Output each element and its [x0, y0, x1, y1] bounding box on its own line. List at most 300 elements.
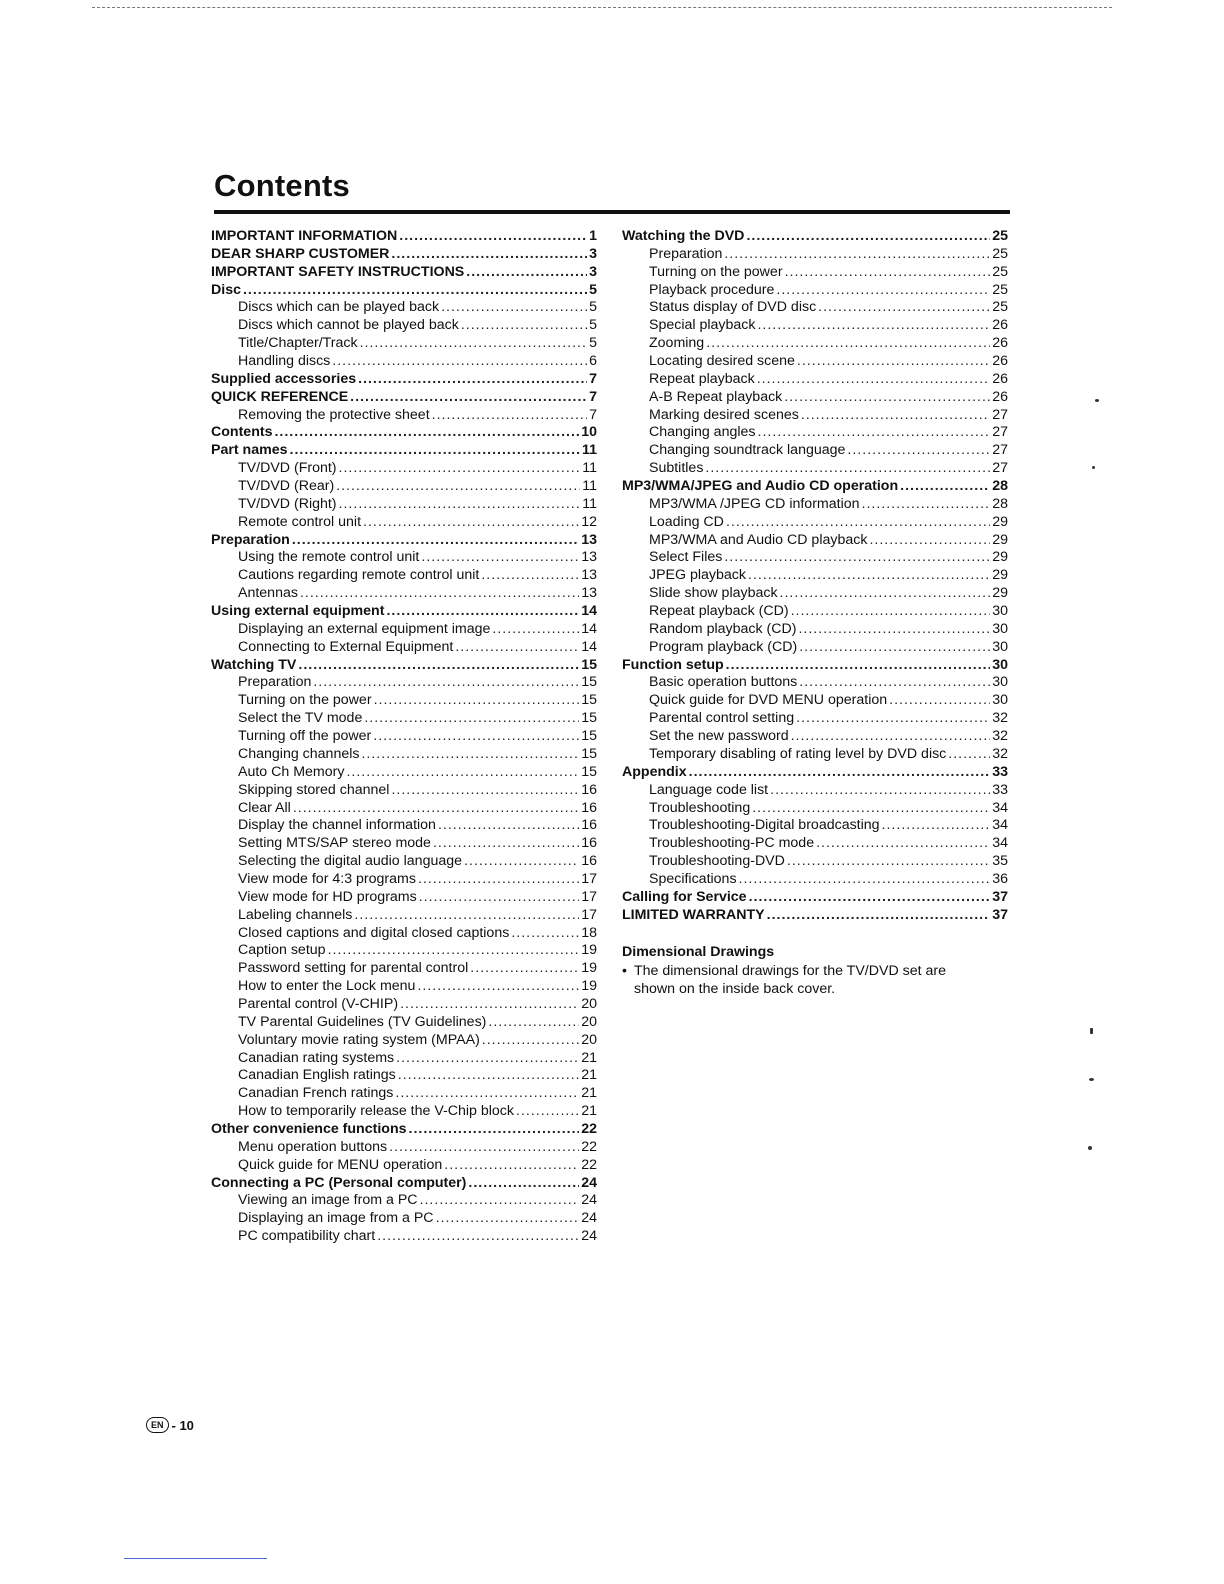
toc-entry-label: DEAR SHARP CUSTOMER [211, 245, 390, 262]
toc-entry [622, 246, 1008, 264]
toc-entry [622, 907, 1008, 925]
toc-entry-page: 7 [589, 406, 597, 423]
toc-entry-page: 15 [581, 656, 597, 673]
toc-entry-label: Select the TV mode [238, 710, 363, 727]
toc-dot-leader [726, 514, 990, 532]
toc-entry-label: Contents [211, 424, 273, 441]
toc-entry [622, 692, 1008, 710]
toc-entry-label: Voluntary movie rating system (MPAA) [238, 1031, 480, 1048]
toc-entry-page: 29 [992, 549, 1008, 566]
toc-dot-leader [290, 442, 581, 460]
toc-entry [211, 1139, 597, 1157]
toc-dot-leader [468, 1175, 579, 1193]
toc-dot-leader [689, 764, 991, 782]
toc-entry-label: JPEG playback [649, 567, 746, 584]
toc-entry [622, 657, 1008, 675]
toc-dot-leader [724, 549, 990, 567]
toc-entry [622, 710, 1008, 728]
toc-entry-page: 21 [581, 1067, 597, 1084]
toc-entry [211, 907, 597, 925]
toc-entry-label: Supplied accessories [211, 370, 357, 387]
note-line-1: The dimensional drawings for the TV/DVD set are [634, 962, 947, 979]
toc-dot-leader [882, 817, 991, 835]
toc-entry-label: How to enter the Lock menu [238, 978, 416, 995]
toc-entry-label: Changing soundtrack language [649, 442, 846, 459]
toc-entry-page: 32 [992, 728, 1008, 745]
toc-entry [211, 228, 597, 246]
toc-entry-label: Discs which can be played back [238, 299, 440, 316]
toc-entry-page: 15 [581, 728, 597, 745]
toc-entry [211, 1032, 597, 1050]
toc-entry-label: Parental control (V-CHIP) [238, 995, 399, 1012]
toc-dot-leader [726, 657, 991, 675]
toc-entry [622, 496, 1008, 514]
toc-dot-leader [516, 1103, 579, 1121]
toc-entry-page: 7 [589, 370, 597, 387]
toc-entry-label: View mode for HD programs [238, 888, 417, 905]
toc-dot-leader [466, 264, 587, 282]
toc-dot-leader [757, 371, 991, 389]
toc-dot-leader [791, 603, 991, 621]
toc-entry [211, 728, 597, 746]
toc-entry-label: QUICK REFERENCE [211, 388, 349, 405]
toc-entry-page: 19 [581, 978, 597, 995]
toc-entry-page: 27 [992, 424, 1008, 441]
toc-entry-label: Canadian English ratings [238, 1067, 396, 1084]
toc-dot-leader [799, 639, 990, 657]
toc-entry-label: Basic operation buttons [649, 674, 798, 691]
toc-entry-label: Loading CD [649, 513, 724, 530]
toc-entry [622, 282, 1008, 300]
toc-entry-label: MP3/WMA/JPEG and Audio CD operation [622, 478, 899, 495]
toc-entry-page: 15 [581, 745, 597, 762]
toc-entry-page: 25 [992, 228, 1008, 244]
toc-entry [211, 1228, 597, 1246]
toc-entry-page: 20 [581, 1013, 597, 1030]
bottom-edge-line [124, 1558, 267, 1559]
toc-entry [211, 657, 597, 675]
toc-dot-leader [421, 549, 579, 567]
toc-entry-label: Connecting a PC (Personal computer) [211, 1174, 467, 1191]
dimensional-drawings-text [634, 963, 946, 999]
toc-dot-leader [441, 299, 587, 317]
toc-dot-leader [488, 1014, 579, 1032]
toc-entry-page: 11 [582, 442, 597, 459]
toc-entry [211, 1085, 597, 1103]
toc-dot-leader [767, 907, 991, 925]
toc-entry-label: Canadian rating systems [238, 1049, 395, 1066]
toc-entry-page: 14 [581, 603, 597, 620]
toc-entry [211, 639, 597, 657]
toc-entry-page: 27 [992, 460, 1008, 477]
toc-entry-page: 13 [581, 531, 597, 548]
toc-entry [622, 514, 1008, 532]
toc-entry [622, 549, 1008, 567]
toc-entry-page: 29 [992, 585, 1008, 602]
toc-entry-page: 16 [581, 817, 597, 834]
toc-entry-page: 13 [581, 567, 597, 584]
toc-dot-leader [798, 621, 990, 639]
toc-entry [211, 282, 597, 300]
toc-entry [211, 335, 597, 353]
toc-entry [622, 853, 1008, 871]
toc-entry-page: 17 [581, 906, 597, 923]
toc-entry-label: Using the remote control unit [238, 549, 420, 566]
toc-entry-label: Viewing an image from a PC [238, 1192, 418, 1209]
toc-entry [211, 621, 597, 639]
scan-speck [1089, 1078, 1094, 1081]
toc-entry-label: Troubleshooting-Digital broadcasting [649, 817, 880, 834]
toc-entry-label: Handling discs [238, 353, 331, 370]
toc-entry-page: 16 [581, 781, 597, 798]
toc-entry-page: 30 [992, 638, 1008, 655]
toc-dot-leader [492, 621, 579, 639]
toc-dot-leader [780, 585, 991, 603]
language-badge: EN [146, 1417, 169, 1433]
toc-dot-leader [889, 692, 990, 710]
toc-entry [622, 567, 1008, 585]
toc-entry [622, 764, 1008, 782]
toc-entry [622, 621, 1008, 639]
toc-entry [211, 1210, 597, 1228]
toc-entry-page: 14 [581, 638, 597, 655]
toc-entry-label: Special playback [649, 317, 756, 334]
toc-entry [211, 1103, 597, 1121]
toc-dot-leader [364, 710, 579, 728]
toc-entry [211, 1067, 597, 1085]
toc-entry-page: 5 [589, 299, 597, 316]
toc-entry-label: Setting MTS/SAP stereo mode [238, 835, 431, 852]
toc-dot-leader [346, 764, 579, 782]
toc-entry-label: View mode for 4:3 programs [238, 870, 416, 887]
toc-dot-leader [354, 907, 579, 925]
toc-entry-label: Repeat playback (CD) [649, 603, 789, 620]
toc-entry-page: 6 [589, 353, 597, 370]
toc-entry-label: Repeat playback [649, 370, 755, 387]
toc-entry-page: 16 [581, 799, 597, 816]
toc-entry-label: Turning off the power [238, 728, 372, 745]
toc-entry-label: Preparation [211, 531, 290, 548]
page-number: - 10 [171, 1417, 194, 1433]
toc-entry [622, 424, 1008, 442]
toc-dot-leader [396, 1050, 579, 1068]
toc-entry [211, 782, 597, 800]
toc-entry-page: 15 [581, 692, 597, 709]
toc-dot-leader [746, 228, 990, 246]
toc-entry [622, 889, 1008, 907]
toc-entry-label: Auto Ch Memory [238, 763, 345, 780]
toc-entry-label: MP3/WMA /JPEG CD information [649, 495, 860, 512]
toc-entry [211, 299, 597, 317]
toc-entry-label: PC compatibility chart [238, 1228, 376, 1245]
title-rule [214, 210, 1010, 214]
toc-entry-page: 30 [992, 620, 1008, 637]
toc-entry [211, 1121, 597, 1139]
toc-entry-label: Password setting for parental control [238, 960, 469, 977]
toc-entry-page: 32 [992, 710, 1008, 727]
toc-dot-leader [869, 532, 990, 550]
toc-entry-label: Displaying an image from a PC [238, 1210, 434, 1227]
toc-entry-page: 20 [581, 995, 597, 1012]
toc-entry-page: 22 [581, 1120, 597, 1137]
toc-entry-label: Clear All [238, 799, 291, 816]
toc-dot-leader [243, 282, 587, 300]
toc-entry-page: 21 [581, 1103, 597, 1120]
toc-dot-leader [511, 925, 579, 943]
toc-dot-leader [455, 639, 579, 657]
toc-entry-label: Status display of DVD disc [649, 299, 817, 316]
toc-entry-page: 24 [581, 1210, 597, 1227]
toc-entry-page: 1 [589, 228, 597, 244]
toc-entry [622, 746, 1008, 764]
toc-dot-leader [377, 1228, 579, 1246]
toc-entry-label: Cautions regarding remote control unit [238, 567, 480, 584]
toc-entry-page: 15 [581, 763, 597, 780]
toc-entry-label: Title/Chapter/Track [238, 335, 358, 352]
toc-entry-label: Slide show playback [649, 585, 778, 602]
toc-dot-leader [360, 335, 588, 353]
scan-speck [1092, 466, 1095, 469]
toc-entry-label: Preparation [238, 674, 312, 691]
toc-entry-label: Function setup [622, 656, 724, 673]
toc-entry-page: 5 [589, 317, 597, 334]
toc-entry-label: Select Files [649, 549, 723, 566]
toc-entry [211, 585, 597, 603]
toc-entry-page: 36 [992, 870, 1008, 887]
toc-dot-leader [776, 282, 990, 300]
toc-entry [211, 871, 597, 889]
toc-dot-leader [464, 853, 579, 871]
toc-entry [211, 532, 597, 550]
toc-entry [211, 389, 597, 407]
toc-entry [211, 800, 597, 818]
toc-entry-page: 26 [992, 370, 1008, 387]
toc-entry [211, 424, 597, 442]
toc-entry-label: MP3/WMA and Audio CD playback [649, 531, 868, 548]
toc-right-column [622, 228, 1008, 925]
toc-entry [211, 603, 597, 621]
toc-dot-leader [900, 478, 990, 496]
toc-entry-page: 3 [589, 263, 597, 280]
toc-dot-leader [752, 800, 990, 818]
toc-entry-page: 16 [581, 853, 597, 870]
toc-entry-page: 25 [992, 281, 1008, 298]
toc-entry-label: Troubleshooting-PC mode [649, 835, 815, 852]
dimensional-drawings-heading: Dimensional Drawings [622, 944, 775, 960]
toc-entry-label: Calling for Service [622, 888, 747, 905]
toc-entry-page: 25 [992, 245, 1008, 262]
toc-entry [211, 692, 597, 710]
toc-entry-page: 27 [992, 442, 1008, 459]
toc-dot-leader [797, 353, 990, 371]
toc-dot-leader [336, 478, 580, 496]
toc-entry-page: 11 [582, 460, 597, 477]
toc-entry [211, 835, 597, 853]
toc-entry-label: Removing the protective sheet [238, 406, 430, 423]
toc-entry-page: 37 [992, 888, 1008, 905]
toc-entry-page: 5 [589, 335, 597, 352]
toc-entry-page: 14 [581, 620, 597, 637]
toc-entry-page: 18 [581, 924, 597, 941]
toc-entry-page: 21 [581, 1085, 597, 1102]
toc-dot-leader [395, 1085, 579, 1103]
toc-entry [622, 228, 1008, 246]
toc-dot-leader [298, 657, 579, 675]
toc-entry [211, 1157, 597, 1175]
toc-entry-page: 26 [992, 317, 1008, 334]
toc-entry-label: Language code list [649, 781, 769, 798]
toc-entry-label: Selecting the digital audio language [238, 853, 463, 870]
toc-entry-page: 34 [992, 799, 1008, 816]
toc-entry [211, 764, 597, 782]
toc-dot-leader [438, 817, 579, 835]
toc-entry-label: IMPORTANT INFORMATION [211, 228, 398, 244]
toc-entry-page: 34 [992, 817, 1008, 834]
toc-entry-label: Troubleshooting-DVD [649, 853, 785, 870]
toc-dot-leader [374, 692, 580, 710]
toc-entry-label: Changing channels [238, 745, 360, 762]
toc-entry [622, 871, 1008, 889]
toc-entry [622, 639, 1008, 657]
toc-dot-leader [724, 246, 990, 264]
note-line-2: shown on the inside back cover. [634, 980, 836, 997]
toc-entry [622, 442, 1008, 460]
toc-entry [211, 496, 597, 514]
toc-entry-page: 24 [581, 1174, 597, 1191]
bullet: • [622, 962, 627, 979]
toc-entry [622, 782, 1008, 800]
toc-entry [622, 407, 1008, 425]
toc-entry-page: 26 [992, 388, 1008, 405]
toc-entry-page: 30 [992, 692, 1008, 709]
toc-entry-label: Closed captions and digital closed captions [238, 924, 510, 941]
toc-entry [211, 889, 597, 907]
toc-entry-page: 30 [992, 603, 1008, 620]
toc-entry-label: Using external equipment [211, 603, 385, 620]
toc-dot-leader [373, 728, 579, 746]
toc-entry [211, 1050, 597, 1068]
toc-entry-page: 29 [992, 531, 1008, 548]
toc-entry-page: 16 [581, 835, 597, 852]
toc-entry-label: Quick guide for MENU operation [238, 1156, 443, 1173]
toc-dot-leader [799, 674, 990, 692]
toc-dot-leader [350, 389, 587, 407]
toc-dot-leader [391, 782, 579, 800]
toc-dot-leader [292, 532, 579, 550]
scan-speck [1090, 1028, 1093, 1034]
toc-entry-label: Playback procedure [649, 281, 775, 298]
toc-entry-page: 30 [992, 674, 1008, 691]
toc-entry [622, 817, 1008, 835]
toc-entry-label: Set the new password [649, 728, 789, 745]
toc-entry-page: 11 [582, 478, 597, 495]
toc-dot-leader [791, 728, 991, 746]
toc-dot-leader [389, 1139, 579, 1157]
toc-entry-page: 22 [581, 1138, 597, 1155]
toc-dot-leader [706, 335, 990, 353]
toc-dot-leader [398, 1067, 579, 1085]
toc-dot-leader [787, 853, 990, 871]
toc-dot-leader [470, 960, 579, 978]
toc-entry [622, 835, 1008, 853]
toc-entry [622, 264, 1008, 282]
toc-entry [622, 335, 1008, 353]
toc-entry [211, 407, 597, 425]
toc-dot-leader [433, 835, 579, 853]
toc-entry [211, 674, 597, 692]
toc-entry [211, 1192, 597, 1210]
toc-dot-leader [481, 567, 579, 585]
toc-entry-page: 33 [992, 763, 1008, 780]
toc-entry [211, 371, 597, 389]
toc-dot-leader [784, 389, 990, 407]
toc-entry [211, 478, 597, 496]
toc-entry-page: 20 [581, 1031, 597, 1048]
toc-entry-label: Preparation [649, 245, 723, 262]
toc-entry-page: 22 [581, 1156, 597, 1173]
toc-entry-label: TV/DVD (Front) [238, 460, 337, 477]
toc-dot-leader [785, 264, 991, 282]
toc-entry [211, 549, 597, 567]
toc-entry-label: Display the channel information [238, 817, 436, 834]
toc-entry-label: Antennas [238, 585, 298, 602]
toc-entry-label: Skipping stored channel [238, 781, 390, 798]
toc-entry-label: Zooming [649, 335, 705, 352]
toc-entry-page: 13 [581, 585, 597, 602]
toc-entry-page: 24 [581, 1192, 597, 1209]
scan-top-border [92, 7, 1112, 8]
toc-dot-leader [482, 1032, 579, 1050]
toc-dot-leader [363, 514, 579, 532]
page-title: Contents [214, 168, 350, 203]
toc-dot-leader [274, 424, 579, 442]
toc-entry [211, 442, 597, 460]
toc-entry-page: 29 [992, 567, 1008, 584]
toc-entry [211, 817, 597, 835]
toc-entry-label: Canadian French ratings [238, 1085, 394, 1102]
toc-entry-page: 3 [589, 245, 597, 262]
toc-entry-page: 33 [992, 781, 1008, 798]
toc-entry-label: TV Parental Guidelines (TV Guidelines) [238, 1013, 487, 1030]
toc-dot-leader [418, 871, 579, 889]
toc-entry [211, 925, 597, 943]
toc-entry [622, 603, 1008, 621]
toc-entry [211, 246, 597, 264]
toc-entry-label: Watching TV [211, 656, 297, 673]
toc-entry-label: Parental control setting [649, 710, 795, 727]
toc-dot-leader [801, 407, 990, 425]
toc-entry [211, 942, 597, 960]
toc-entry-page: 15 [581, 710, 597, 727]
toc-entry-label: Caption setup [238, 942, 326, 959]
toc-entry [211, 996, 597, 1014]
toc-entry-label: A-B Repeat playback [649, 388, 783, 405]
toc-entry [622, 585, 1008, 603]
dimensional-drawings-section [622, 944, 1022, 998]
toc-entry [211, 1014, 597, 1032]
toc-entry-label: Quick guide for DVD MENU operation [649, 692, 888, 709]
toc-entry-label: Temporary disabling of rating level by DVD disc [649, 745, 947, 762]
toc-entry [622, 532, 1008, 550]
toc-dot-leader [420, 1192, 580, 1210]
toc-dot-leader [313, 674, 579, 692]
toc-entry-page: 30 [992, 656, 1008, 673]
toc-entry [622, 353, 1008, 371]
toc-entry-label: Remote control unit [238, 513, 362, 530]
toc-entry-label: Labeling channels [238, 906, 353, 923]
toc-entry-label: Displaying an external equipment image [238, 620, 491, 637]
toc-entry-label: TV/DVD (Right) [238, 495, 337, 512]
